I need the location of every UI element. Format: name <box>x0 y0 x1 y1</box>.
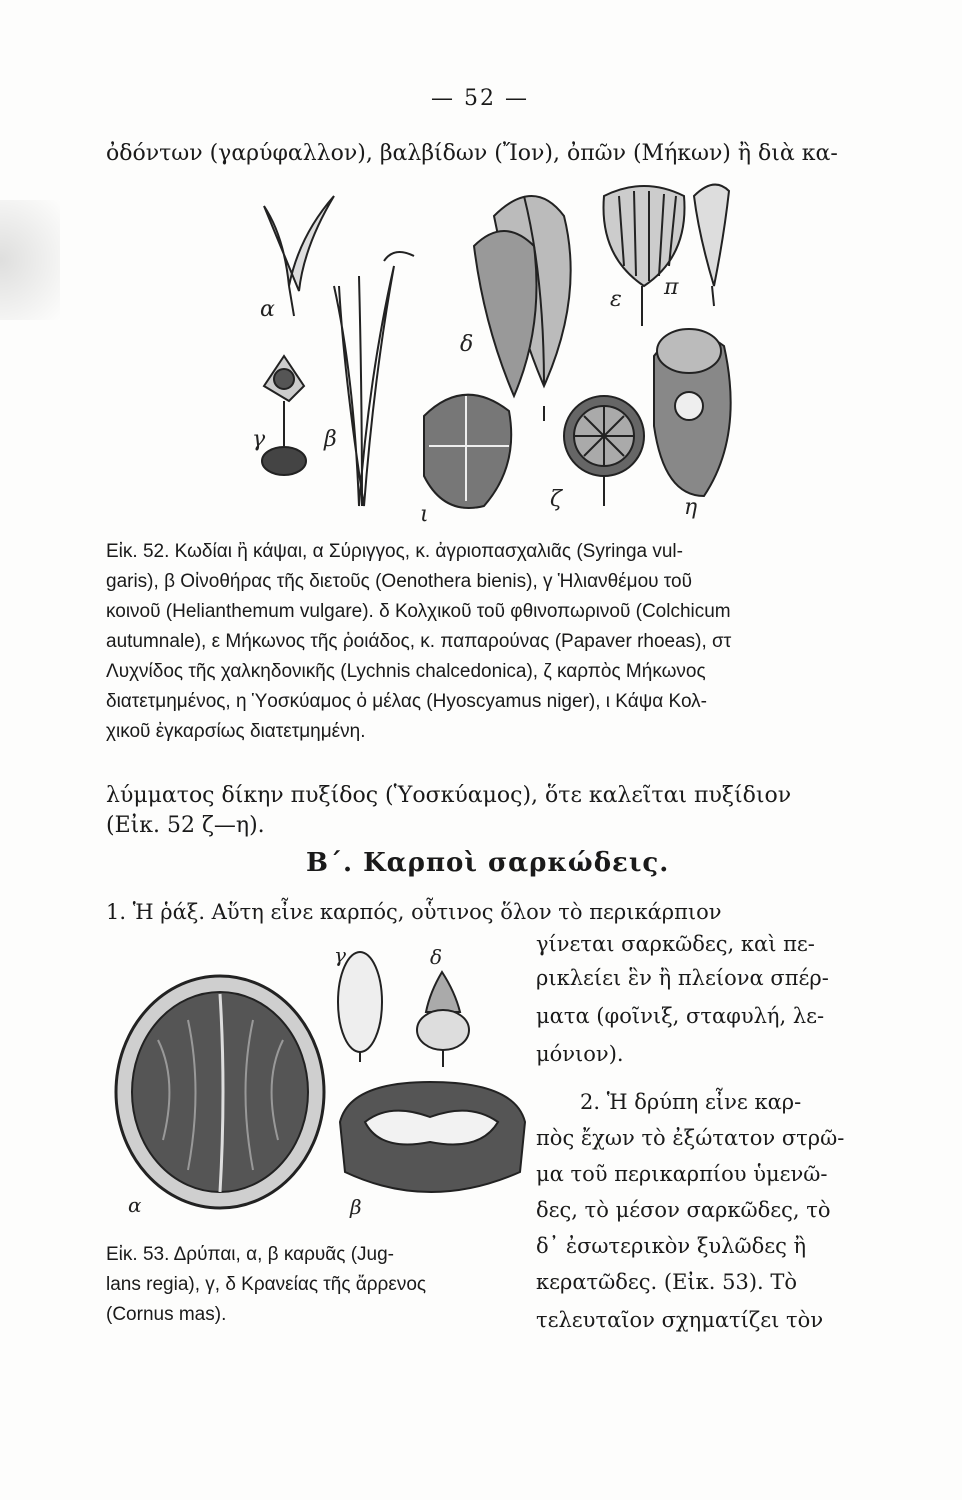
fig52-label-beta: β <box>324 427 337 452</box>
figure-53-cornus-and-section <box>330 942 530 1222</box>
page-number: — 52 — <box>431 86 529 111</box>
right-column-line: δ᾽ ἐσωτερικὸν ξυλῶδες ἢ <box>536 1234 807 1258</box>
section-heading: Β΄. Καρποὶ σαρκώδεις. <box>306 848 670 878</box>
fig52-label-alpha: α <box>260 297 275 322</box>
fig52-caption-line: κοινοῦ (Helianthemum vulgare). δ Κολχικοῦ τοῦ φθινοπωρινοῦ (Colchicum <box>106 601 731 622</box>
figure-53-walnut <box>108 960 336 1222</box>
fig53-label-gamma: γ <box>334 943 346 967</box>
fig52-label-delta: δ <box>460 332 474 357</box>
fig53-label-beta: β <box>350 1195 362 1219</box>
fig52-label-gamma: γ <box>252 427 266 452</box>
right-column-line: κερατῶδες. (Εἰκ. 53). Τὸ <box>536 1270 798 1294</box>
top-text-line: ὀδόντων (γαρύφαλλον), βαλβίδων (Ἴον), ὀπῶν (Μήκων) ἢ διὰ κα- <box>106 141 838 166</box>
fig52-caption-line: διατετμημένος, η Ὑοσκύαμος ὁ μέλας (Hyoscyamus niger), ι Κάψα Κολ- <box>106 691 707 712</box>
right-column-line: μόνιον). <box>536 1042 624 1066</box>
fig53-caption-line: Εἰκ. 53. Δρύπαι, α, β καρυᾶς (Jug- <box>106 1244 394 1265</box>
fig52-caption-line: autumnale), ε Μήκωνος τῆς ῥοιάδος, κ. παπαρούνας (Papaver rhoeas), στ <box>106 631 732 652</box>
fig52-label-iota: ι <box>420 502 429 526</box>
right-column-line: ρικλείει ἓν ἢ πλείονα σπέρ- <box>536 966 829 990</box>
paragraph-line: λύμματος δίκην πυξίδος (Ὑοσκύαμος), ὅτε καλεῖται πυξίδιον <box>106 783 792 808</box>
fig53-caption-line: lans regia), γ, δ Κρανείας τῆς ἄρρενος <box>106 1274 427 1295</box>
fig52-caption-line: Λυχνίδος τῆς χαλκηδονικῆς (Lychnis chalcedonica), ζ καρπὸς Μήκωνος <box>106 661 706 682</box>
figure-52-illustration <box>244 176 874 526</box>
right-column-line: πὸς ἔχων τὸ ἐξώτατον στρῶ- <box>536 1126 845 1150</box>
right-column-line: γίνεται σαρκῶδες, καὶ πε- <box>536 932 815 956</box>
fig52-caption-line: χικοῦ ἐγκαρσίως διατετμημένη. <box>106 721 366 742</box>
right-column-line: τελευταῖον σχηματίζει τὸν <box>536 1308 824 1332</box>
fig53-label-alpha: α <box>128 1193 142 1217</box>
page-stain <box>0 200 60 320</box>
item1-first-line: 1. Ἡ ῥάξ. Αὕτη εἶνε καρπός, οὗτινος ὅλον τὸ περικάρπιον <box>106 900 722 924</box>
fig52-label-eta: η <box>684 495 698 520</box>
fig52-caption-line: garis), β Οἰνοθήρας τῆς διετοῦς (Oenothera bienis), γ Ἡλιανθέμου τοῦ <box>106 571 693 592</box>
fig53-caption-line: (Cornus mas). <box>106 1304 227 1325</box>
fig52-label-zeta: ζ <box>550 487 562 512</box>
paragraph-line: (Εἰκ. 52 ζ—η). <box>106 813 265 838</box>
right-column-line: μα τοῦ περικαρπίου ὑμενῶ- <box>536 1162 828 1186</box>
fig52-caption-line: Εἰκ. 52. Κωδίαι ἢ κάψαι, α Σύριγγος, κ. ἀγριοπασχαλιᾶς (Syringa vul- <box>106 541 683 562</box>
right-column-line: 2. Ἡ δρύπη εἶνε καρ- <box>580 1090 802 1114</box>
fig52-label-epsilon: ε <box>610 287 622 312</box>
fig52-label-pi: π <box>664 275 679 300</box>
fig53-label-delta: δ <box>430 945 443 969</box>
right-column-line: δες, τὸ μέσον σαρκῶδες, τὸ <box>536 1198 831 1222</box>
right-column-line: ματα (φοῖνιξ, σταφυλή, λε- <box>536 1004 825 1028</box>
